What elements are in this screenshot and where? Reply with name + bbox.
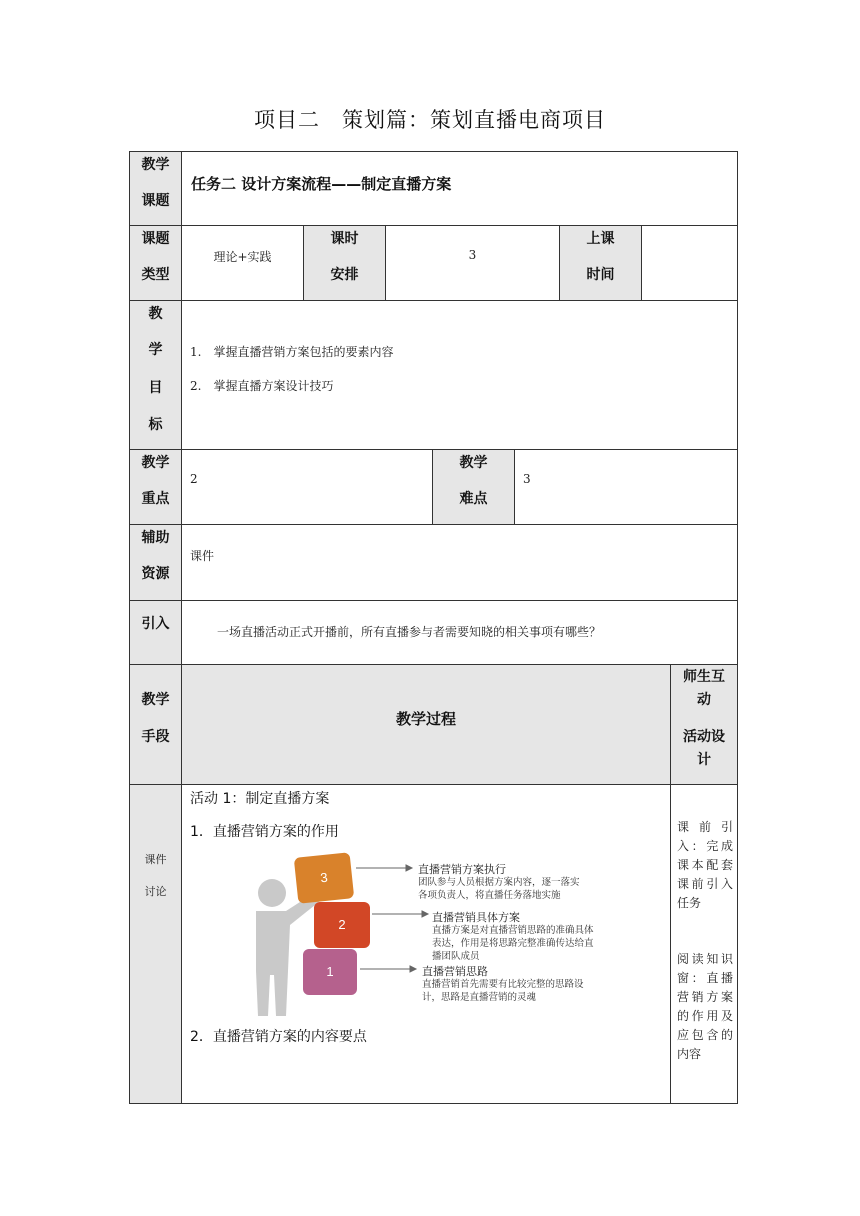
focus-value-cell <box>181 449 433 525</box>
goals-label-char: 学 <box>148 342 163 358</box>
goals-label-cell <box>129 300 182 450</box>
hours-value: 3 <box>468 248 477 262</box>
hours-label-1: 课时 <box>330 231 359 247</box>
step-2-desc: 直播方案是对直播营销思路的准确具体 <box>432 925 594 936</box>
process-means-cell <box>129 784 182 1104</box>
resources-label-cell <box>129 524 182 601</box>
hours-value-cell <box>385 225 560 301</box>
resources-value-cell <box>181 524 738 601</box>
resources-value: 课件 <box>190 549 215 563</box>
interaction-note: 阅读知识窗：直播营销方案的作用及应包含的内容 <box>677 952 733 1061</box>
means-label-cell <box>129 664 182 785</box>
time-label-2: 时间 <box>586 267 615 283</box>
page-title <box>0 104 860 134</box>
step-3-desc: 各项负责人，将直播任务落地实施 <box>418 890 561 901</box>
difficulty-value: 3 <box>523 472 531 486</box>
interaction-label-4: 计 <box>697 752 711 768</box>
goals-label-char: 目 <box>148 380 163 396</box>
process-label: 教学过程 <box>395 710 456 728</box>
difficulty-label-2: 难点 <box>459 491 488 507</box>
type-label-1: 课题 <box>141 231 170 247</box>
time-label-cell <box>559 225 642 301</box>
topic-label-cell <box>129 151 182 226</box>
type-label-2: 类型 <box>141 267 170 283</box>
step-block-3: 3 <box>294 852 355 904</box>
difficulty-value-cell <box>514 449 738 525</box>
step-2-desc: 表达，作用是将思路完整准确传达给直 <box>432 938 594 949</box>
section-heading: 1．直播营销方案的作用 <box>190 824 339 840</box>
interaction-notes-cell <box>670 784 738 1104</box>
topic-value-cell <box>181 151 738 226</box>
step-3-title: 直播营销方案执行 <box>418 863 506 876</box>
goals-value-cell <box>181 300 738 450</box>
type-label-cell <box>129 225 182 301</box>
activity-title: 活动 1：制定直播方案 <box>190 791 330 807</box>
step-2-desc: 播团队成员 <box>432 951 480 962</box>
interaction-note: 课前引入：完成课本配套课前引入任务 <box>677 820 733 910</box>
resources-label-1: 辅助 <box>141 530 170 546</box>
intro-value: 一场直播活动正式开播前，所有直播参与者需要知晓的相关事项有哪些？ <box>217 625 602 639</box>
time-value-cell <box>641 225 738 301</box>
process-label-cell <box>181 664 671 785</box>
focus-label-cell <box>129 449 182 525</box>
step-1-desc: 计，思路是直播营销的灵魂 <box>422 992 537 1003</box>
difficulty-label-cell <box>432 449 515 525</box>
focus-label-2: 重点 <box>141 491 170 507</box>
section-heading: 2．直播营销方案的内容要点 <box>190 1029 367 1045</box>
step-block-1: 1 <box>303 949 357 995</box>
resources-label-2: 资源 <box>141 566 170 582</box>
interaction-label-1: 师生互 <box>683 669 725 685</box>
step-3-desc: 团队参与人员根据方案内容，逐一落实 <box>418 877 580 888</box>
step-1-title: 直播营销思路 <box>422 965 488 978</box>
interaction-label-2: 动 <box>697 692 711 708</box>
interaction-label-cell <box>670 664 738 785</box>
topic-label-1: 教学 <box>141 157 170 173</box>
focus-label-1: 教学 <box>141 455 170 471</box>
marketing-plan-diagram <box>232 851 612 1001</box>
difficulty-label-1: 教学 <box>459 455 488 471</box>
goals-label-char: 标 <box>148 417 163 433</box>
step-block-2: 2 <box>314 902 370 948</box>
means-label-1: 教学 <box>141 692 170 708</box>
hours-label-cell <box>303 225 386 301</box>
goal-item: 1. 掌握直播营销方案包括的要素内容 <box>190 345 394 359</box>
topic-value: 任务二 设计方案流程——制定直播方案 <box>191 175 452 193</box>
page-title-subtitle: 策划篇：策划直播电商项目 <box>342 108 606 132</box>
topic-label-2: 课题 <box>141 193 170 209</box>
intro-label: 引入 <box>141 616 170 632</box>
hours-label-2: 安排 <box>330 267 359 283</box>
step-2-title: 直播营销具体方案 <box>432 911 520 924</box>
interaction-label-3: 活动设 <box>683 729 725 745</box>
process-content-cell <box>181 784 671 1104</box>
focus-value: 2 <box>190 472 198 486</box>
page-title-project: 项目二 <box>254 108 320 132</box>
means-item: 讨论 <box>144 885 167 898</box>
intro-label-cell <box>129 600 182 665</box>
type-value: 理论+实践 <box>213 250 272 264</box>
means-item: 课件 <box>144 853 167 866</box>
type-value-cell <box>181 225 304 301</box>
step-1-desc: 直播营销首先需要有比较完整的思路设 <box>422 979 584 990</box>
goals-label-char: 教 <box>148 306 163 322</box>
time-label-1: 上课 <box>586 231 615 247</box>
intro-value-cell <box>181 600 738 665</box>
means-label-2: 手段 <box>141 729 170 745</box>
goal-item: 2. 掌握直播方案设计技巧 <box>190 379 334 393</box>
